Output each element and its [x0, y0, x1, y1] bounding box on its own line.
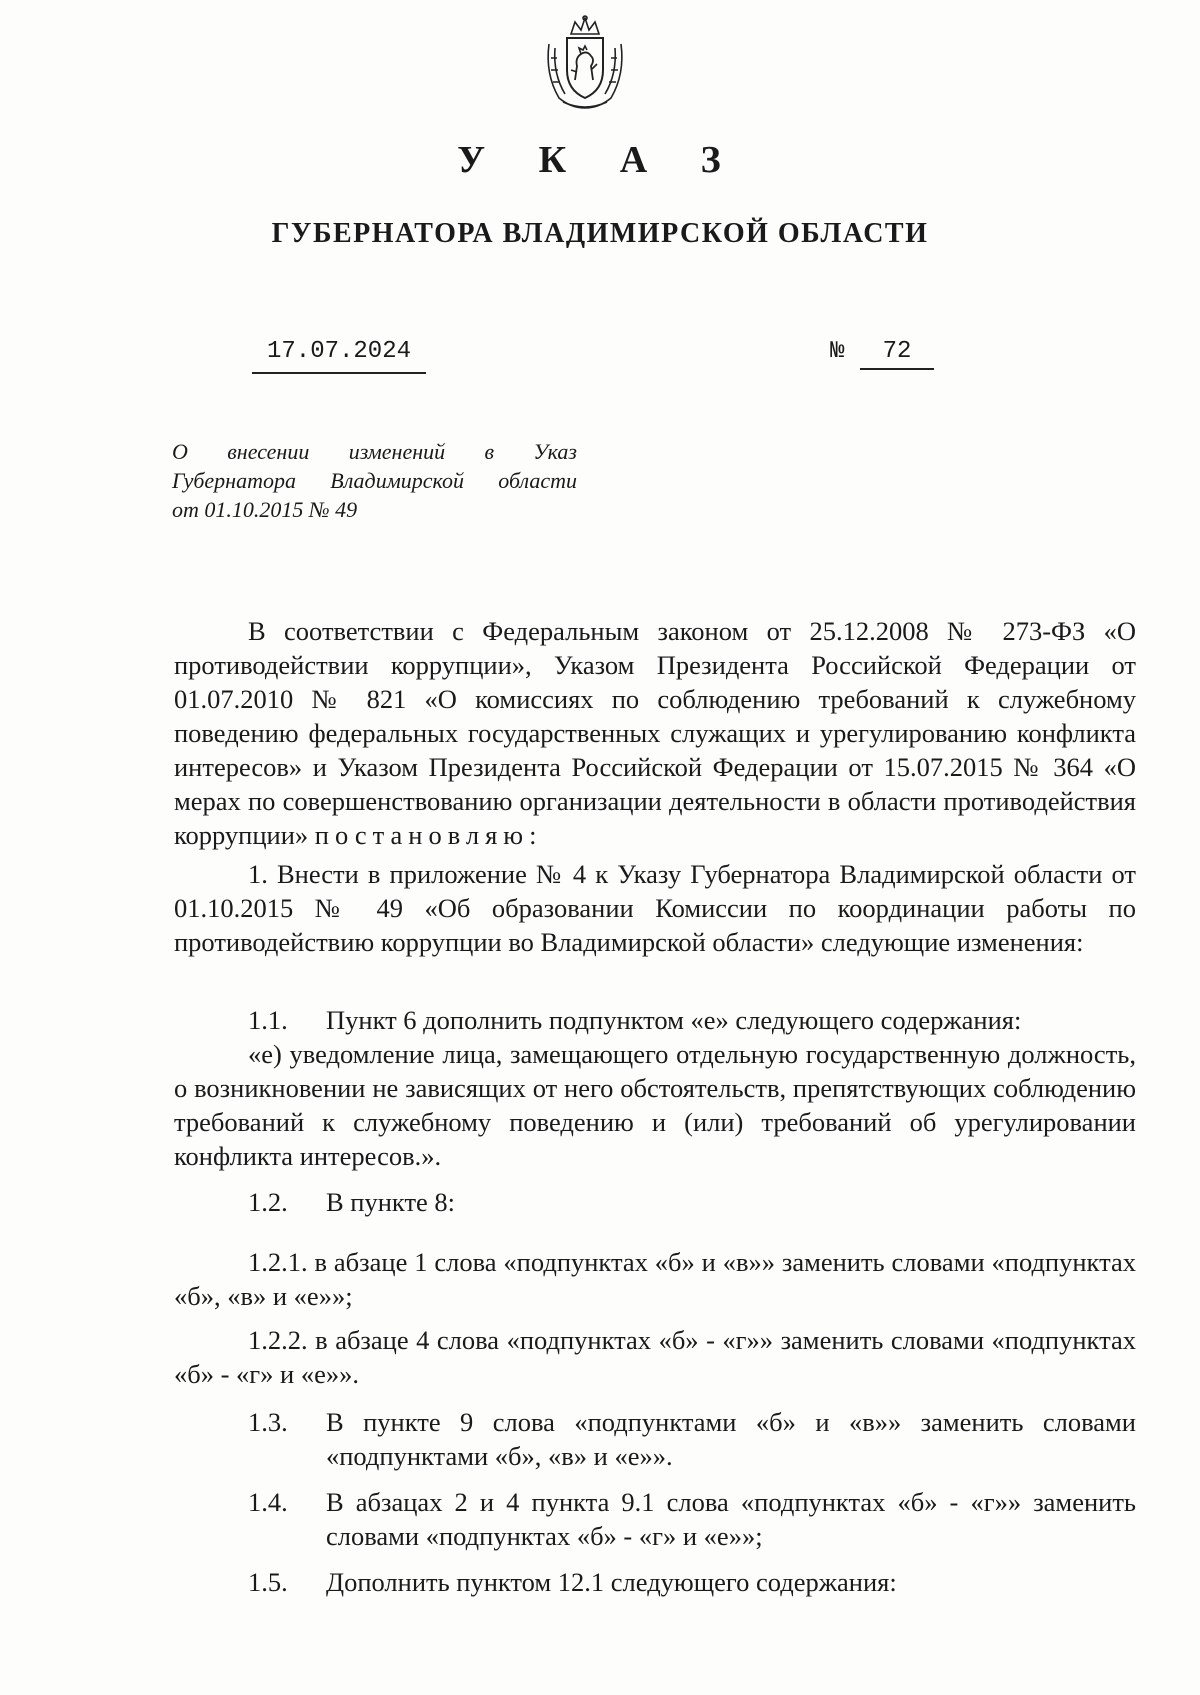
document-title: У К А З	[457, 139, 743, 181]
item-1-4-label: 1.4.	[248, 1487, 288, 1517]
item-1-2-label: 1.2.	[248, 1187, 288, 1217]
item-1-2	[174, 1185, 1136, 1219]
item-1-1-text: Пункт 6 дополнить подпунктом «е» следующего содержания:	[326, 1005, 1022, 1035]
preamble-text: В соответствии с Федеральным законом от 25.12.2008 № 273-ФЗ «О противодействии коррупции», Указом Президента Российской Федерации от 01.07.2010 № 821 «О комиссиях по соблюдению требований к служебному поведению федеральных государственных служащих и урегулированию конфликта интересов» и Указом Президента Российской Федерации от 15.07.2015 № 364 «О мерах по совершенствованию организации деятельности в области противодействия коррупции»	[174, 616, 1136, 850]
subject-line-1: О внесении изменений в Указ	[172, 439, 577, 464]
item-1-1-label: 1.1.	[248, 1005, 288, 1035]
coat-of-arms-icon	[541, 14, 629, 110]
item-1-1-paragraph	[174, 1003, 1136, 1037]
item-1-2-2-text: 1.2.2. в абзаце 4 слова «подпунктах «б» - «г»» заменить словами «подпунктах «б» - «г» и «е»».	[174, 1325, 1136, 1389]
item-1-3-text: В пункте 9 слова «подпунктами «б» и «в»» заменить словами «подпунктами «б», «в» и «е»».	[326, 1407, 1136, 1471]
decree-number: 72	[882, 338, 912, 365]
decree-word: постановляю:	[314, 820, 543, 850]
item-1-1-quote: «е) уведомление лица, замещающего отдельную государственную должность, о возникновении не зависящих от него обстоятельств, препятствующих соблюдению требований к служебному поведению и (или) требований об урегулировании конфликта интересов.».	[174, 1039, 1136, 1171]
subject-line-3: от 01.10.2015 № 49	[172, 497, 358, 522]
item-1-2-text: В пункте 8:	[326, 1187, 456, 1217]
item-1-3	[174, 1405, 1136, 1473]
item-1-2-2	[174, 1323, 1136, 1391]
issuer-title: ГУБЕРНАТОРА ВЛАДИМИРСКОЙ ОБЛАСТИ	[271, 218, 929, 249]
item-1-5-text: Дополнить пунктом 12.1 следующего содержания:	[326, 1567, 897, 1597]
item-1-4-paragraph	[174, 1485, 1136, 1553]
item-1-1	[174, 1003, 1136, 1173]
subject-line-2: Губернатора Владимирской области	[172, 468, 577, 493]
item-1-4	[174, 1485, 1136, 1553]
item-1-5-paragraph	[174, 1565, 1136, 1599]
item-1-5	[174, 1565, 1136, 1599]
date-underline	[252, 372, 426, 374]
item-1-2-paragraph	[174, 1185, 1136, 1219]
item-1-3-paragraph	[174, 1405, 1136, 1473]
preamble-paragraph	[174, 614, 1136, 852]
item-1-text: 1. Внести в приложение № 4 к Указу Губернатора Владимирской области от 01.10.2015 № 49 «Об образовании Комиссии по координации работы по противодействию коррупции во Владимирской области» следующие изменения:	[174, 859, 1136, 957]
item-1-3-label: 1.3.	[248, 1407, 288, 1437]
decree-date: 17.07.2024	[266, 338, 412, 365]
item-1	[174, 857, 1136, 959]
preamble	[174, 614, 1136, 852]
item-1-4-text: В абзацах 2 и 4 пункта 9.1 слова «подпунктах «б» - «г»» заменить словами «подпунктах «б» - «г» и «е»»;	[326, 1487, 1136, 1551]
number-sign: №	[830, 338, 845, 365]
item-1-2-1-text: 1.2.1. в абзаце 1 слова «подпунктах «б» и «в»» заменить словами «подпунктах «б», «в» и «е»»;	[174, 1247, 1136, 1311]
item-1-5-label: 1.5.	[248, 1567, 288, 1597]
item-1-2-1	[174, 1245, 1136, 1313]
number-underline	[860, 368, 934, 370]
decree-subject	[172, 437, 577, 524]
